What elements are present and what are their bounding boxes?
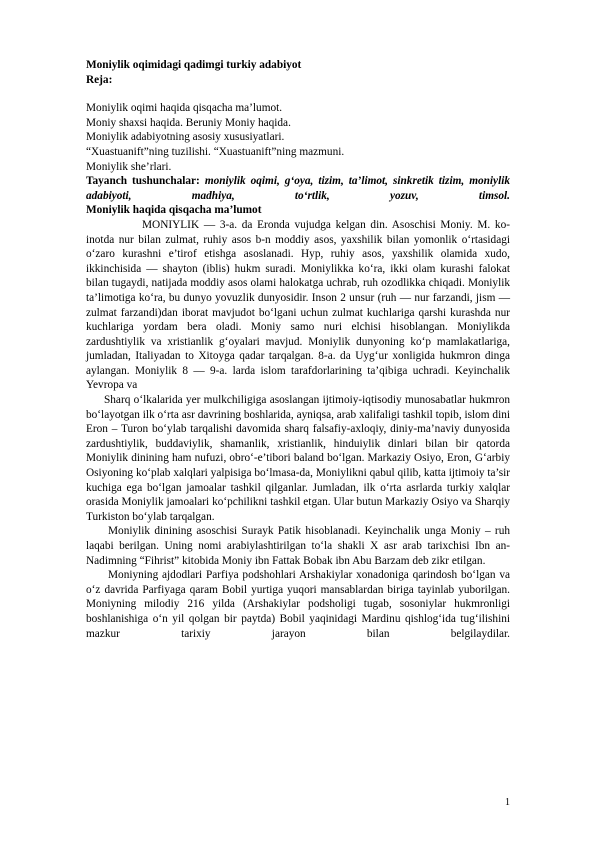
document-title: Moniylik oqimidagi qadimgi turkiy adabiyot — [86, 59, 302, 71]
document-body — [86, 58, 510, 641]
plan-item-1: Moniylik oqimi haqida qisqacha ma’lumot. — [86, 102, 283, 115]
plan-heading: Reja: — [86, 73, 113, 86]
spacer — [86, 87, 510, 101]
paragraph-4: Moniyning ajdodlari Parfiya podshohlari Arshakiylar xonadoniga qarindosh bo‘lgan va o‘z davrida Parfiyaga qaram Bobil yurtiga yuqori mansablardan biriga tayinlab yuborilgan. Moniyning milodiy 216 yilda (Arshakiylar podsholigi tugab, sosoniylar hukmronligi boshlanishiga o‘n yil qolgan bir paytda) Bobil yaqinidagi Mardinu qishlog‘ida tug‘ilishini mazkur tarixiy jarayon bilan belgilaydilar. — [86, 569, 510, 640]
key-concepts — [86, 174, 510, 203]
plan-item-3: Moniylik adabiyotning asosiy xususiyatlari. — [86, 131, 285, 144]
plan-item-5: Moniylik she’rlari. — [86, 160, 172, 173]
paragraph-3: Moniylik dinining asoschisi Surayk Patik hisoblanadi. Keyinchalik unga Moniy – ruh laqabi berilgan. Uning nomi arabiylashtirilgan to‘la shakli X asr arab tarixchisi Ibn an-Nadimning “Fihrist” kitobida Moniy ibn Fattak Bobak ibn Abu Barzam deb zikr etilgan. — [86, 525, 510, 567]
page-number: 1 — [505, 797, 510, 808]
plan-item-4: “Xuastuanift”ning tuzilishi. “Xuastuanift”ning mazmuni. — [86, 145, 345, 158]
paragraph-1: MONIYLIK — 3-a. da Eronda vujudga kelgan din. Asoschisi Moniy. M. ko-inotda nur bilan zulmat, ruhiy asos b-n moddiy asos, yaxshilik bilan yomonlik o‘rtasidagi o‘zaro kurashni e’tirof etishga asoslanadi. Hyp, ruhiy asos, yaxshilik olamida xudo, ikkinchisida — shayton (iblis) hukm suradi. Moniylikka ko‘ra, ikki olam kurashi falokat bilan tugaydi, natijada moddiy asos olami halokatga uchrab, ruh ozodlikka chiqadi. Moniylik ta’limotiga ko‘ra, bu dunyo yovuzlik dunyosidir. Inson 2 unsur (ruh — nur farzandi, jism — zulmat farzandi)dan iborat mavjudot bo‘lgani uchun zulmat kuchlariga qarshi kurashda nur kuchlariga yordam bera oladi. Moniy samo nuri elchisi hisoblangan. Moniylikda zardushtiylik va xristianlik g‘oyalari mavjud. Moniylik dunyoning ko‘p mamlakatlariga, jumladan, Italiyadan to Xitoyga qadar tarqalgan. 8-a. da Uyg‘ur xonligida hukmron dinga aylangan. Moniylik 8 — 9-a. larda islom tarafdorlarining ta’qibiga uchradi. Keyinchalik Yevropa va — [86, 218, 510, 392]
section-heading: Moniylik haqida qisqacha ma’lumot — [86, 204, 262, 217]
key-concepts-label: Tayanch tushunchalar: — [86, 175, 200, 188]
key-concepts-terms: moniylik oqimi, g‘oya, tizim, ta’limot, sinkretik tizim, moniylik adabiyoti, madhiya, to‘rtlik, yozuv, timsol. — [86, 175, 510, 202]
plan-item-2: Moniy shaxsi haqida. Beruniy Moniy haqida. — [86, 116, 291, 129]
paragraph-2: Sharq o‘lkalarida yer mulkchiligiga asoslangan ijtimoiy-iqtisodiy munosabatlar hukmron bo‘layotgan ilk o‘rta asr davrining boshlarida, ayniqsa, arab xalifaligi tashkil topib, islom dini Eron – Turon bo‘ylab tarqalishi davomida sharq falsafiy-axloqiy, diniy-ma’naviy dunyosida zardushtiylik, buddaviylik, shamanlik, xristianlik, hinduiylik dinlari bilan bir qatorda Moniylik dinining ham nufuzi, obro‘-e’tibori baland bo‘lgan. Markaziy Osiyo, Eron, G‘arbiy Osiyoning ko‘plab xalqlari yalpisiga bo‘lmasa-da, Moniylikni qabul qilib, katta ijtimoiy ta’sir kuchiga ega bo‘lgan jamoalar tashkil qilganlar. Jumladan, ilk o‘rta asrlarda turkiy xalqlar orasida Moniylik jamoalari ko‘pchilikni tashkil etgan. Ular butun Markaziy Osiyo va Sharqiy Turkiston bo‘ylab tarqalgan. — [86, 394, 510, 523]
